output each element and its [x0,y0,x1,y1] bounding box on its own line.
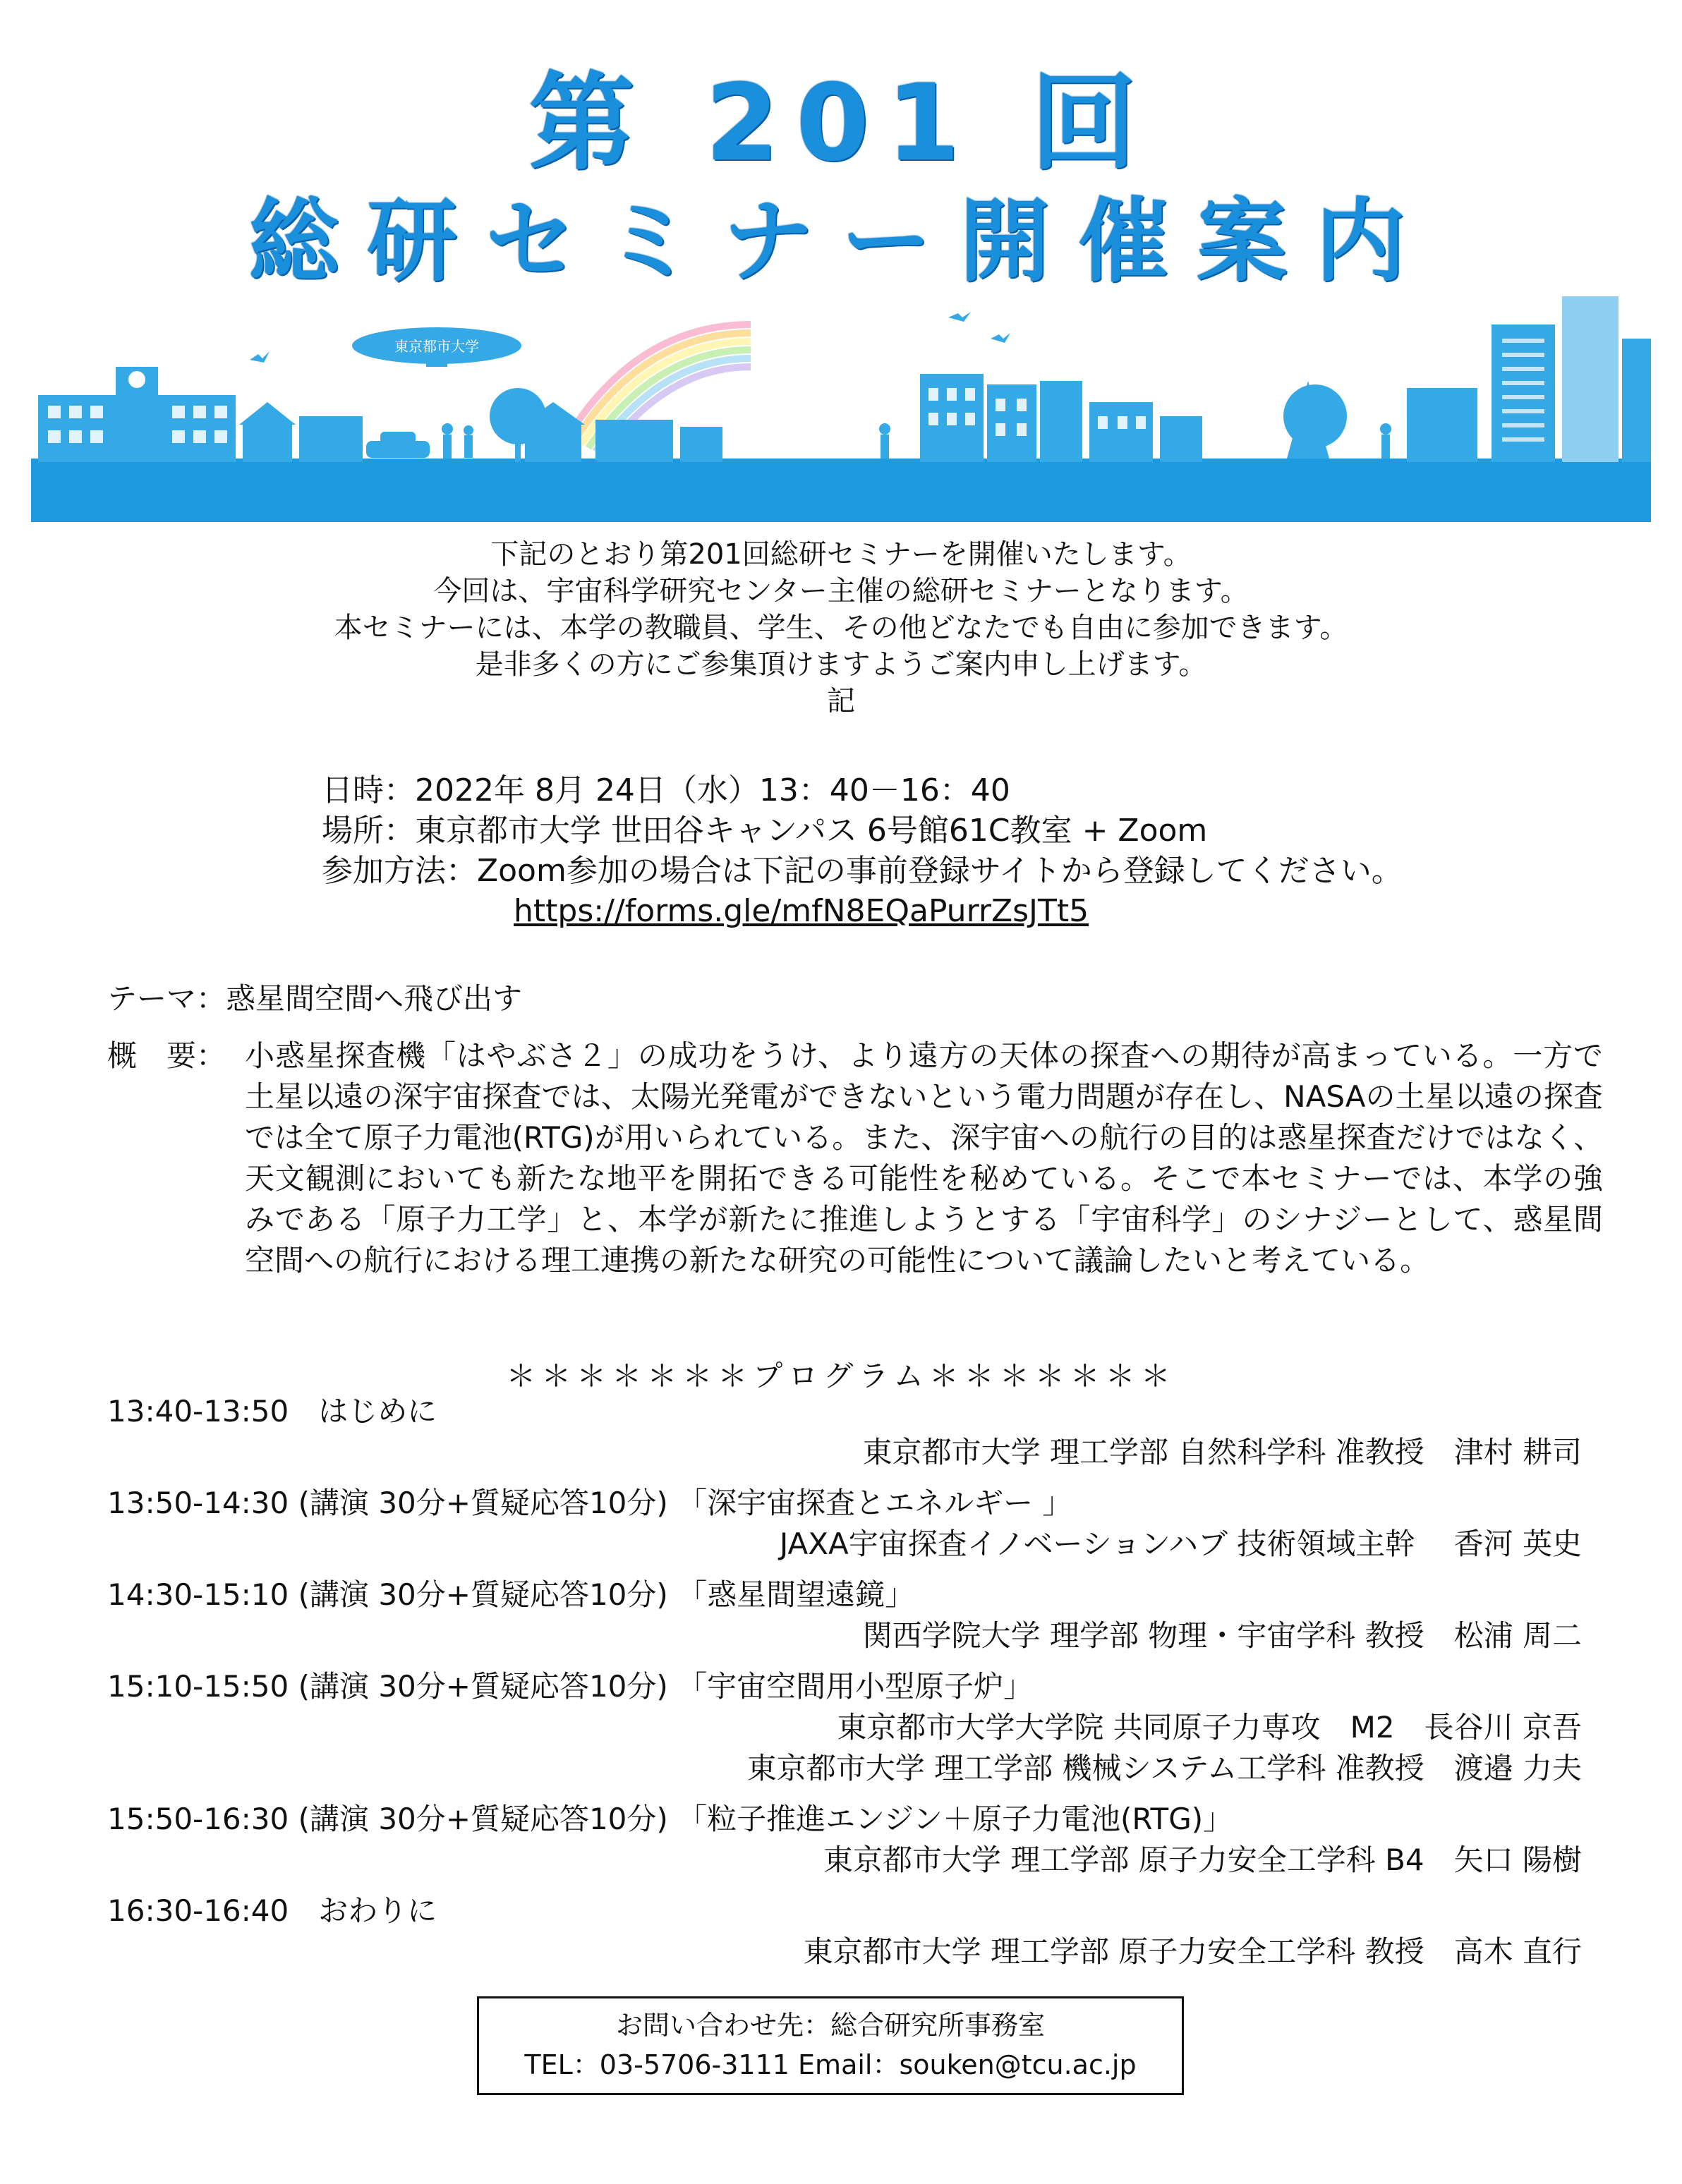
registration-link[interactable]: https://forms.gle/mfN8EQaPurrZsJTt5 [514,893,1089,929]
houses-icon [239,402,722,462]
seminar-theme: テーマ：惑星間空間へ飛び出す [107,981,523,1016]
program-time-title: 14:30-15:10 (講演 30分+質疑応答10分) 「惑星間望遠鏡」 [107,1577,915,1612]
program-heading: ＊＊＊＊＊＊＊プログラム＊＊＊＊＊＊＊ [506,1359,1176,1393]
program-speaker: 関西学院大学 理学部 物理・宇宙学科 教授 松浦 周二 [862,1618,1582,1653]
intro-line: 本セミナーには、本学の教職員、学生、その他どなたでも自由に参加できます。 [334,612,1348,644]
program-slot [107,1575,1582,1656]
program-speaker: 東京都市大学 理工学部 原子力安全工学科 教授 高木 直行 [803,1934,1582,1969]
program-list [107,1391,1582,1982]
town-buildings-icon [920,374,1202,462]
intro-paragraph [0,536,1682,720]
intro-line: 下記のとおり第201回総研セミナーを開催いたします。 [490,538,1192,571]
program-time-title: 13:40-13:50 はじめに [107,1394,437,1428]
intro-line: 今回は、宇宙科学研究センター主催の総研セミナーとなります。 [433,575,1249,607]
program-slot [107,1391,1582,1473]
car-icon [366,432,430,458]
program-time-title: 15:50-16:30 (講演 30分+質疑応答10分) 「粒子推進エンジン＋原子力電池(RTG)」 [107,1802,1233,1836]
program-time-title: 13:50-14:30 (講演 30分+質疑応答10分) 「深宇宙探査とエネルギー 」 [107,1486,1072,1520]
overview-label: 概 要： [107,1038,226,1073]
program-time-title: 15:10-15:50 (講演 30分+質疑応答10分) 「宇宙空間用小型原子炉」 [107,1669,1034,1704]
overview-text: 小惑星探査機「はやぶさ２」の成功をうけ、より遠方の天体の探査への期待が高まっている。一方で土星以遠の深宇宙探査では、太陽光発電ができないという電力問題が存在し、NASAの土星以遠の探査では全て原子力電池(RTG)が用いられている。また、深宇宙への航行の目的は惑星探査だけではなく、天文観測においても新たな地平を開拓できる可能性を秘めている。そこで本セミナーでは、本学の強みである「原子力工学」と、本学が新たに推進しようとする「宇宙科学」のシナジーとして、惑星間空間への航行における理工連携の新たな研究の可能性について議論したいと考えている。 [245,1038,1603,1278]
event-details [322,770,1403,931]
city-skyline-banner [31,296,1651,522]
event-datetime: 日時：2022年 8月 24日（水）13：40－16：40 [322,772,1010,808]
program-slot [107,1666,1582,1789]
contact-box [477,1996,1184,2095]
program-time-title: 16:30-16:40 おわりに [107,1893,437,1928]
page-title-line2: 総研セミナー開催案内 [248,189,1434,294]
program-slot [107,1891,1582,1972]
tower-buildings-icon [1407,296,1651,462]
program-slot [107,1799,1582,1881]
intro-line: 是非多くの方にご参集頂けますようご案内申し上げます。 [475,648,1207,681]
event-place: 場所：東京都市大学 世田谷キャンパス 6号館61C教室 + Zoom [322,813,1208,849]
program-slot [107,1483,1582,1565]
program-speaker: JAXA宇宙探査イノベーションハブ 技術領域主幹 香河 英史 [779,1527,1582,1561]
program-speaker: 東京都市大学 理工学部 機械システム工学科 准教授 渡邉 力夫 [746,1751,1582,1785]
seminar-overview [107,1036,1603,1281]
program-speaker: 東京都市大学 理工学部 原子力安全工学科 B4 矢口 陽樹 [823,1843,1582,1877]
ground-strip [31,459,1651,522]
event-method: 参加方法：Zoom参加の場合は下記の事前登録サイトから登録してください。 [322,853,1403,889]
page-title-line1: 第 201 回 [528,62,1154,185]
airship-icon [352,327,521,367]
program-speaker: 東京都市大学 理工学部 自然科学科 准教授 津村 耕司 [862,1435,1582,1469]
airship-label: 東京都市大学 [394,339,479,355]
contact-tel-email: TEL：03-5706-3111 Email：souken@tcu.ac.jp [524,2049,1137,2080]
ki-mark: 記 [827,685,855,717]
contact-office: お問い合わせ先：総合研究所事務室 [615,2010,1045,2041]
program-speaker: 東京都市大学大学院 共同原子力専攻 M2 長谷川 京吾 [837,1710,1582,1745]
